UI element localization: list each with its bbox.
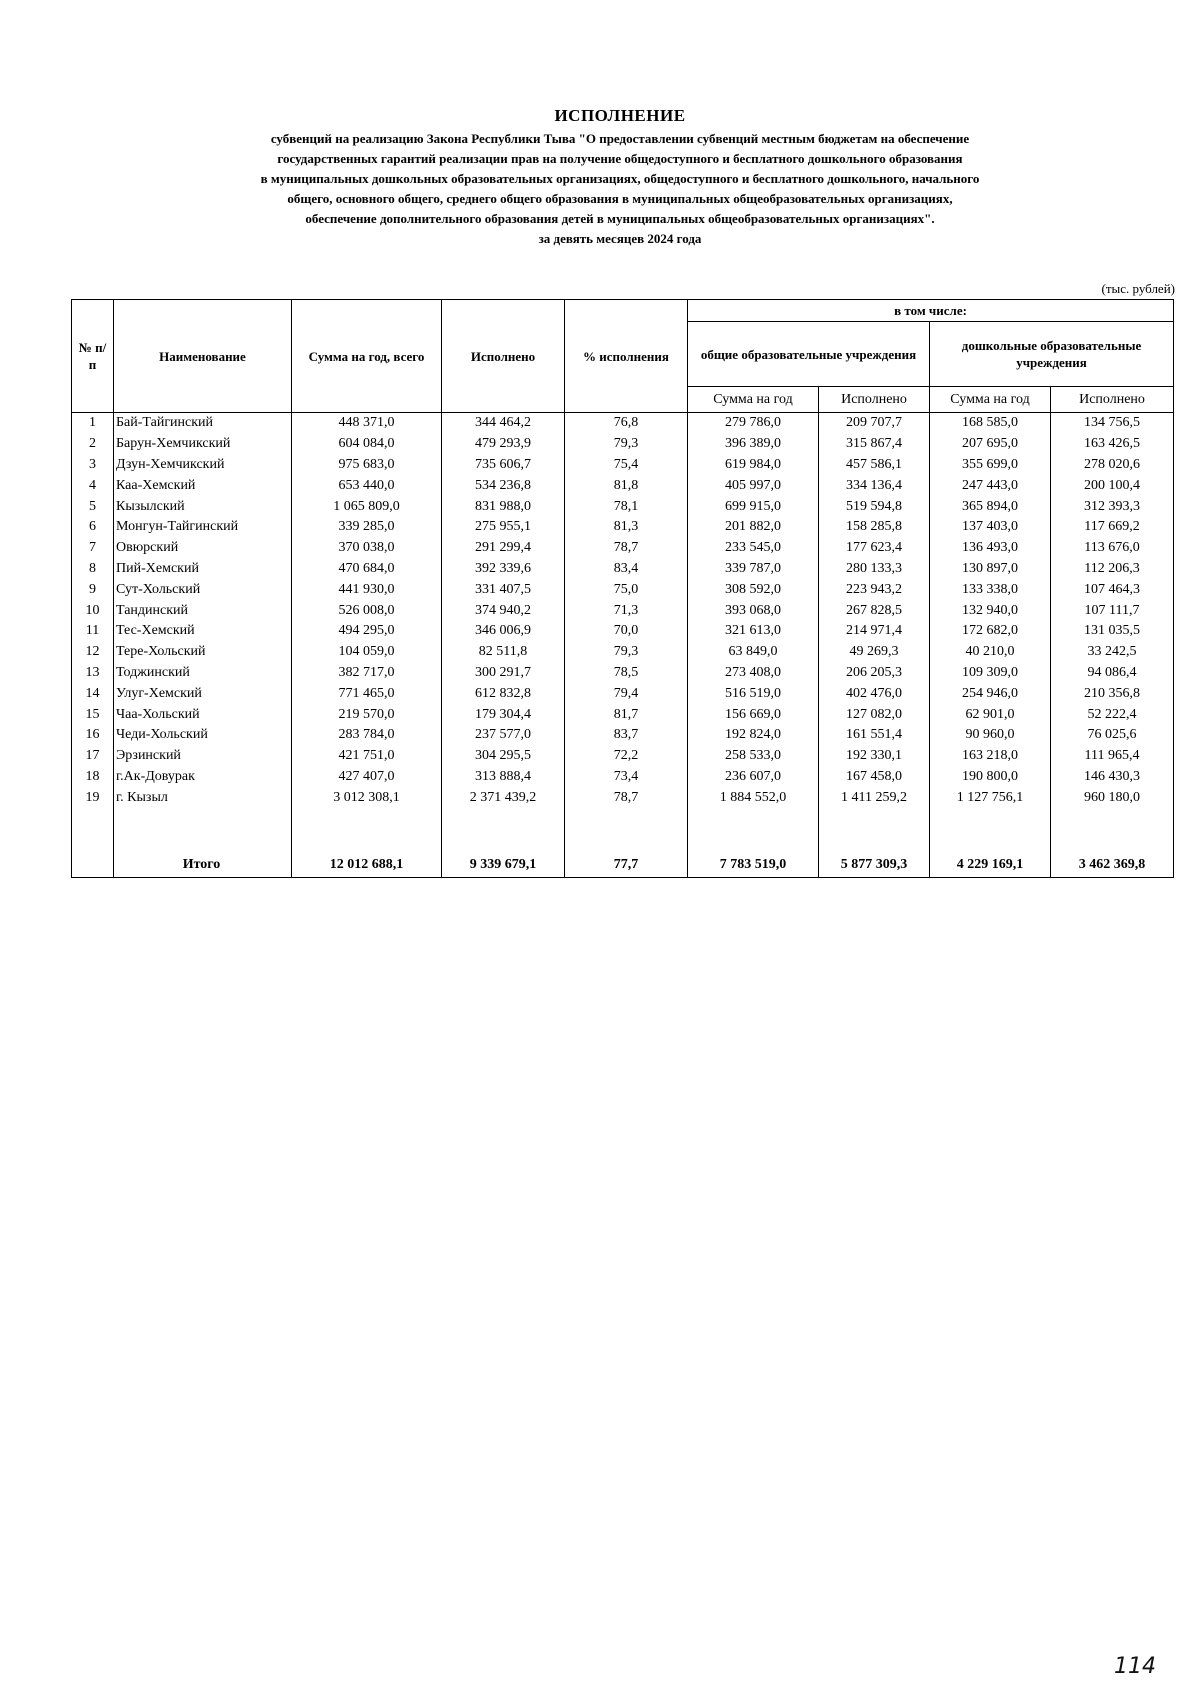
row-number: 7 (72, 538, 114, 559)
row-general-executed: 315 867,4 (819, 434, 930, 455)
row-sum-year: 1 065 809,0 (292, 496, 442, 517)
row-general-executed: 192 330,1 (819, 746, 930, 767)
row-general-sum: 233 545,0 (688, 538, 819, 559)
header-executed: Исполнено (442, 300, 565, 413)
row-name: Тандинский (114, 600, 292, 621)
table-row (72, 455, 1174, 476)
row-general-executed: 127 082,0 (819, 704, 930, 725)
total-general-executed: 5 877 309,3 (819, 851, 930, 878)
row-preschool-executed: 312 393,3 (1051, 496, 1174, 517)
row-sum-year: 470 684,0 (292, 559, 442, 580)
header-name: Наименование (114, 300, 292, 413)
row-preschool-sum: 133 338,0 (930, 579, 1051, 600)
table-row (72, 663, 1174, 684)
execution-table (71, 299, 1174, 878)
table-row (72, 559, 1174, 580)
row-executed: 313 888,4 (442, 767, 565, 788)
row-sum-year: 219 570,0 (292, 704, 442, 725)
row-executed: 300 291,7 (442, 663, 565, 684)
row-preschool-executed: 113 676,0 (1051, 538, 1174, 559)
row-general-sum: 308 592,0 (688, 579, 819, 600)
row-percent: 75,4 (565, 455, 688, 476)
row-general-sum: 192 824,0 (688, 725, 819, 746)
row-executed: 374 940,2 (442, 600, 565, 621)
row-preschool-executed: 112 206,3 (1051, 559, 1174, 580)
row-executed: 392 339,6 (442, 559, 565, 580)
total-sum: 12 012 688,1 (292, 851, 442, 878)
total-preschool-sum: 4 229 169,1 (930, 851, 1051, 878)
row-preschool-sum: 365 894,0 (930, 496, 1051, 517)
row-number: 17 (72, 746, 114, 767)
row-name: Монгун-Тайгинский (114, 517, 292, 538)
row-general-executed: 223 943,2 (819, 579, 930, 600)
row-executed: 275 955,1 (442, 517, 565, 538)
row-preschool-sum: 40 210,0 (930, 642, 1051, 663)
row-number: 14 (72, 683, 114, 704)
row-general-sum: 321 613,0 (688, 621, 819, 642)
row-percent: 83,7 (565, 725, 688, 746)
row-general-executed: 167 458,0 (819, 767, 930, 788)
row-preschool-executed: 94 086,4 (1051, 663, 1174, 684)
row-percent: 70,0 (565, 621, 688, 642)
row-percent: 79,3 (565, 434, 688, 455)
row-general-sum: 339 787,0 (688, 559, 819, 580)
row-general-sum: 156 669,0 (688, 704, 819, 725)
row-percent: 76,8 (565, 413, 688, 434)
row-sum-year: 494 295,0 (292, 621, 442, 642)
row-sum-year: 370 038,0 (292, 538, 442, 559)
row-name: г.Ак-Довурак (114, 767, 292, 788)
page-number: 114 (1114, 1654, 1156, 1679)
row-preschool-executed: 107 464,3 (1051, 579, 1174, 600)
row-name: Чеди-Хольский (114, 725, 292, 746)
subtitle-line: обеспечение дополнительного образования детей в муниципальных общеобразовательных организациях". (305, 211, 935, 226)
row-number: 9 (72, 579, 114, 600)
row-preschool-executed: 76 025,6 (1051, 725, 1174, 746)
row-preschool-sum: 168 585,0 (930, 413, 1051, 434)
row-preschool-executed: 960 180,0 (1051, 787, 1174, 808)
row-number: 5 (72, 496, 114, 517)
table-row (72, 475, 1174, 496)
row-sum-year: 771 465,0 (292, 683, 442, 704)
row-number: 18 (72, 767, 114, 788)
row-percent: 72,2 (565, 746, 688, 767)
row-sum-year: 283 784,0 (292, 725, 442, 746)
row-number: 19 (72, 787, 114, 808)
subtitle-line: в муниципальных дошкольных образовательных организациях, общедоступного и бесплатного дошкольного, начального (260, 171, 980, 186)
row-general-executed: 214 971,4 (819, 621, 930, 642)
row-percent: 78,5 (565, 663, 688, 684)
row-executed: 82 511,8 (442, 642, 565, 663)
row-preschool-executed: 134 756,5 (1051, 413, 1174, 434)
header-sum-year-total: Сумма на год, всего (292, 300, 442, 413)
row-general-executed: 280 133,3 (819, 559, 930, 580)
row-executed: 479 293,9 (442, 434, 565, 455)
table-row (72, 683, 1174, 704)
subtitle-line: государственных гарантий реализации прав на получение общедоступного и бесплатного дошкольного образования (277, 151, 963, 166)
row-preschool-sum: 130 897,0 (930, 559, 1051, 580)
row-executed: 237 577,0 (442, 725, 565, 746)
row-percent: 78,7 (565, 787, 688, 808)
row-number: 6 (72, 517, 114, 538)
header-preschool-executed: Исполнено (1051, 387, 1174, 413)
row-general-executed: 267 828,5 (819, 600, 930, 621)
row-name: Каа-Хемский (114, 475, 292, 496)
row-preschool-executed: 131 035,5 (1051, 621, 1174, 642)
row-sum-year: 975 683,0 (292, 455, 442, 476)
row-preschool-executed: 210 356,8 (1051, 683, 1174, 704)
document-heading (100, 106, 1140, 249)
row-sum-year: 526 008,0 (292, 600, 442, 621)
table-row (72, 746, 1174, 767)
total-preschool-executed: 3 462 369,8 (1051, 851, 1174, 878)
row-number: 12 (72, 642, 114, 663)
row-number: 1 (72, 413, 114, 434)
units-label: (тыс. рублей) (1101, 281, 1175, 296)
row-general-sum: 516 519,0 (688, 683, 819, 704)
table-row (72, 600, 1174, 621)
row-preschool-executed: 107 111,7 (1051, 600, 1174, 621)
row-general-executed: 158 285,8 (819, 517, 930, 538)
row-sum-year: 427 407,0 (292, 767, 442, 788)
row-preschool-sum: 163 218,0 (930, 746, 1051, 767)
row-general-executed: 49 269,3 (819, 642, 930, 663)
row-percent: 78,7 (565, 538, 688, 559)
row-percent: 81,3 (565, 517, 688, 538)
table-row (72, 767, 1174, 788)
row-preschool-executed: 111 965,4 (1051, 746, 1174, 767)
row-executed: 179 304,4 (442, 704, 565, 725)
row-preschool-sum: 190 800,0 (930, 767, 1051, 788)
row-preschool-sum: 355 699,0 (930, 455, 1051, 476)
total-executed: 9 339 679,1 (442, 851, 565, 878)
row-preschool-sum: 90 960,0 (930, 725, 1051, 746)
row-executed: 346 006,9 (442, 621, 565, 642)
row-name: г. Кызыл (114, 787, 292, 808)
row-preschool-sum: 247 443,0 (930, 475, 1051, 496)
row-executed: 831 988,0 (442, 496, 565, 517)
row-general-executed: 334 136,4 (819, 475, 930, 496)
row-general-sum: 393 068,0 (688, 600, 819, 621)
row-name: Бай-Тайгинский (114, 413, 292, 434)
row-preschool-sum: 207 695,0 (930, 434, 1051, 455)
row-percent: 81,7 (565, 704, 688, 725)
row-name: Тоджинский (114, 663, 292, 684)
table-row (72, 725, 1174, 746)
row-number: 16 (72, 725, 114, 746)
row-number: 10 (72, 600, 114, 621)
header-percent: % исполнения (565, 300, 688, 413)
row-name: Сут-Хольский (114, 579, 292, 600)
row-number: 11 (72, 621, 114, 642)
spacer-row (72, 808, 1174, 851)
row-percent: 81,8 (565, 475, 688, 496)
header-num: № п/п (72, 300, 114, 413)
row-sum-year: 421 751,0 (292, 746, 442, 767)
row-preschool-executed: 33 242,5 (1051, 642, 1174, 663)
row-general-executed: 519 594,8 (819, 496, 930, 517)
table-row (72, 704, 1174, 725)
row-sum-year: 382 717,0 (292, 663, 442, 684)
header-general-executed: Исполнено (819, 387, 930, 413)
row-name: Улуг-Хемский (114, 683, 292, 704)
row-executed: 612 832,8 (442, 683, 565, 704)
row-name: Эрзинский (114, 746, 292, 767)
row-number: 3 (72, 455, 114, 476)
row-percent: 71,3 (565, 600, 688, 621)
total-general-sum: 7 783 519,0 (688, 851, 819, 878)
row-number: 15 (72, 704, 114, 725)
row-name: Тере-Хольский (114, 642, 292, 663)
row-general-executed: 177 623,4 (819, 538, 930, 559)
row-preschool-sum: 1 127 756,1 (930, 787, 1051, 808)
row-sum-year: 441 930,0 (292, 579, 442, 600)
row-general-sum: 63 849,0 (688, 642, 819, 663)
row-executed: 2 371 439,2 (442, 787, 565, 808)
table-row (72, 787, 1174, 808)
header-general-edu: общие образовательные учреждения (688, 322, 930, 387)
document-title: ИСПОЛНЕНИЕ (554, 106, 686, 125)
row-name: Тес-Хемский (114, 621, 292, 642)
row-general-sum: 405 997,0 (688, 475, 819, 496)
row-percent: 75,0 (565, 579, 688, 600)
row-general-sum: 279 786,0 (688, 413, 819, 434)
row-percent: 79,3 (565, 642, 688, 663)
total-percent: 77,7 (565, 851, 688, 878)
row-percent: 79,4 (565, 683, 688, 704)
header-including: в том числе: (688, 300, 1174, 322)
row-number: 13 (72, 663, 114, 684)
row-general-executed: 402 476,0 (819, 683, 930, 704)
row-name: Кызылский (114, 496, 292, 517)
table-row (72, 621, 1174, 642)
table-row (72, 496, 1174, 517)
subtitle-line: общего, основного общего, среднего общего образования в муниципальных общеобразовательных организациях, (287, 191, 953, 206)
row-executed: 291 299,4 (442, 538, 565, 559)
row-general-executed: 209 707,7 (819, 413, 930, 434)
row-name: Чаа-Хольский (114, 704, 292, 725)
row-executed: 534 236,8 (442, 475, 565, 496)
total-label: Итого (114, 851, 292, 878)
row-sum-year: 448 371,0 (292, 413, 442, 434)
total-row (72, 851, 1174, 878)
row-executed: 735 606,7 (442, 455, 565, 476)
row-preschool-sum: 62 901,0 (930, 704, 1051, 725)
table-row (72, 579, 1174, 600)
row-preschool-executed: 200 100,4 (1051, 475, 1174, 496)
row-preschool-sum: 132 940,0 (930, 600, 1051, 621)
row-sum-year: 339 285,0 (292, 517, 442, 538)
row-name: Овюрский (114, 538, 292, 559)
row-general-sum: 236 607,0 (688, 767, 819, 788)
row-general-sum: 258 533,0 (688, 746, 819, 767)
row-general-sum: 273 408,0 (688, 663, 819, 684)
row-general-executed: 206 205,3 (819, 663, 930, 684)
table-row (72, 642, 1174, 663)
row-general-executed: 161 551,4 (819, 725, 930, 746)
row-preschool-sum: 136 493,0 (930, 538, 1051, 559)
subtitle-line: субвенций на реализацию Закона Республики Тыва "О предоставлении субвенций местным бюджетам на обеспечение (270, 131, 970, 146)
period-line: за девять месяцев 2024 года (538, 231, 702, 246)
row-preschool-sum: 172 682,0 (930, 621, 1051, 642)
row-general-executed: 457 586,1 (819, 455, 930, 476)
row-general-sum: 699 915,0 (688, 496, 819, 517)
row-sum-year: 104 059,0 (292, 642, 442, 663)
row-name: Дзун-Хемчикский (114, 455, 292, 476)
row-executed: 331 407,5 (442, 579, 565, 600)
row-preschool-executed: 117 669,2 (1051, 517, 1174, 538)
row-preschool-executed: 278 020,6 (1051, 455, 1174, 476)
row-general-sum: 396 389,0 (688, 434, 819, 455)
row-number: 2 (72, 434, 114, 455)
row-preschool-sum: 137 403,0 (930, 517, 1051, 538)
row-name: Пий-Хемский (114, 559, 292, 580)
row-name: Барун-Хемчикский (114, 434, 292, 455)
row-number: 4 (72, 475, 114, 496)
table-row (72, 434, 1174, 455)
header-general-sum-year: Сумма на год (688, 387, 819, 413)
row-executed: 304 295,5 (442, 746, 565, 767)
row-preschool-executed: 52 222,4 (1051, 704, 1174, 725)
row-preschool-sum: 254 946,0 (930, 683, 1051, 704)
table-row (72, 538, 1174, 559)
row-number: 8 (72, 559, 114, 580)
table-body (72, 413, 1174, 878)
row-preschool-executed: 146 430,3 (1051, 767, 1174, 788)
row-sum-year: 3 012 308,1 (292, 787, 442, 808)
row-percent: 78,1 (565, 496, 688, 517)
row-executed: 344 464,2 (442, 413, 565, 434)
row-general-executed: 1 411 259,2 (819, 787, 930, 808)
row-general-sum: 201 882,0 (688, 517, 819, 538)
row-sum-year: 604 084,0 (292, 434, 442, 455)
row-percent: 73,4 (565, 767, 688, 788)
row-general-sum: 1 884 552,0 (688, 787, 819, 808)
header-preschool-edu: дошкольные образовательные учреждения (930, 322, 1174, 387)
row-preschool-executed: 163 426,5 (1051, 434, 1174, 455)
row-preschool-sum: 109 309,0 (930, 663, 1051, 684)
row-percent: 83,4 (565, 559, 688, 580)
table-row (72, 413, 1174, 434)
row-sum-year: 653 440,0 (292, 475, 442, 496)
row-general-sum: 619 984,0 (688, 455, 819, 476)
header-preschool-sum-year: Сумма на год (930, 387, 1051, 413)
table-row (72, 517, 1174, 538)
